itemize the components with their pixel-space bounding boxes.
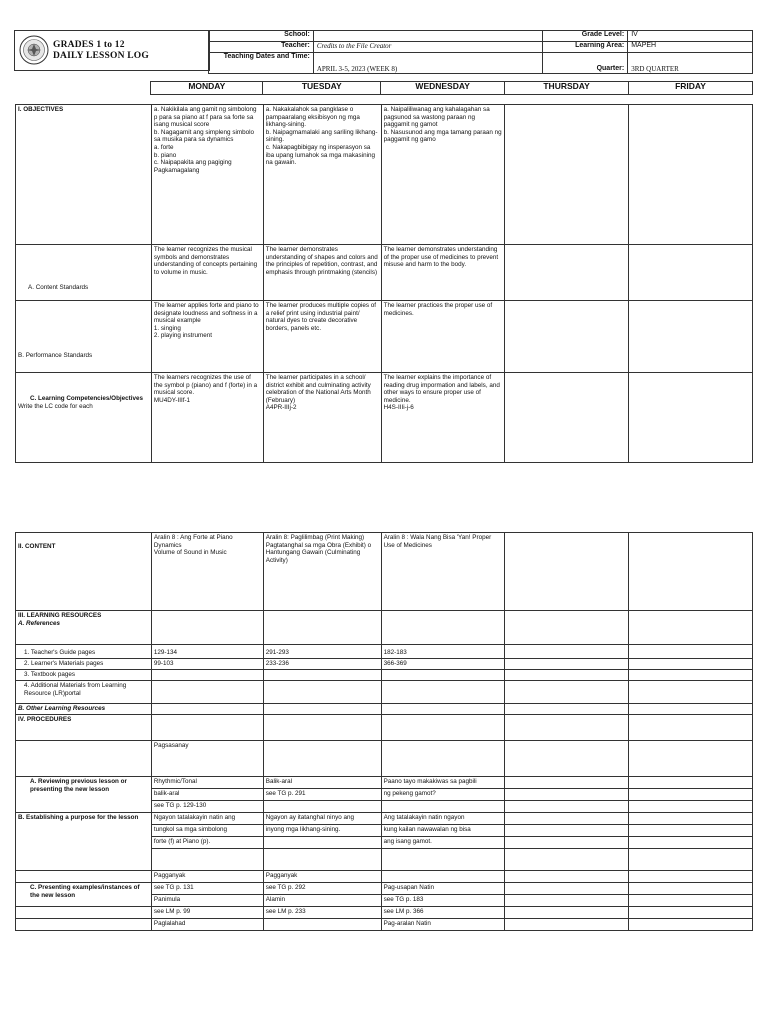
teacher-label: Teacher: bbox=[209, 42, 314, 53]
a-tue-2: see TG p. 291 bbox=[263, 789, 381, 801]
lc-friday bbox=[629, 373, 753, 463]
pagsasanay-row bbox=[16, 741, 753, 777]
c-tue-5 bbox=[263, 919, 381, 931]
dates-value: APRIL 3-5, 2023 (WEEK 8) bbox=[313, 53, 543, 74]
performance-standards-row bbox=[16, 301, 753, 373]
examples-row-2 bbox=[16, 883, 753, 895]
quarter-value: 3RD QUARTER bbox=[628, 53, 753, 74]
teacher-value: Credits to the File Creator bbox=[313, 42, 543, 53]
learning-resources-cell bbox=[16, 611, 152, 645]
deped-seal-icon bbox=[19, 35, 49, 65]
textbook-row bbox=[16, 670, 753, 681]
c-tue-3: Alamin bbox=[263, 895, 381, 907]
c-mon-3: Panimula bbox=[151, 895, 263, 907]
objectives-monday: a. Nakikilala ang gamit ng simbolong p para sa piano at f para sa forte sa isang musical score b. Nagagamit ang simpleng simbolo sa musika para sa dynamics a. forte b. piano c. Naipapakita ang pagiging Pagkamagalang bbox=[151, 105, 263, 245]
learning-resources-row bbox=[16, 611, 753, 645]
c-mon-5: Paglalahad bbox=[151, 919, 263, 931]
day-header-blank bbox=[15, 82, 151, 95]
objectives-label: I. OBJECTIVES bbox=[16, 105, 152, 245]
b-mon-2: tungkol sa mga simbolong bbox=[151, 825, 263, 837]
tg-tuesday: 291-293 bbox=[263, 645, 381, 659]
lc-monday: The learners recognizes the use of the symbol p (piano) and f (forte) in a musical score. MU4DY-IIIf-1 bbox=[151, 373, 263, 463]
c-tue-4: see LM p. 233 bbox=[263, 907, 381, 919]
day-wednesday: WEDNESDAY bbox=[381, 82, 505, 95]
content-standards-row bbox=[16, 245, 753, 301]
lm-tuesday: 233-236 bbox=[263, 659, 381, 670]
lm-wednesday: 366-369 bbox=[381, 659, 505, 670]
day-tuesday: TUESDAY bbox=[263, 82, 381, 95]
a-mon-3: see TG p. 129-130 bbox=[151, 801, 263, 813]
examples-row-4 bbox=[16, 907, 753, 919]
teachers-guide-label: 1. Teacher's Guide pages bbox=[16, 645, 152, 659]
pagsasanay-monday: Pagsasanay bbox=[151, 741, 263, 777]
lc-thursday bbox=[505, 373, 629, 463]
objectives-row bbox=[16, 105, 753, 245]
learning-area-label: Learning Area: bbox=[543, 42, 628, 53]
content-monday: Aralin 8 : Ang Forte at Piano Dynamics Volume of Sound in Music bbox=[151, 533, 263, 611]
b-mon-3: forte (f) at Piano (p). bbox=[151, 837, 263, 849]
grade-level-value: IV bbox=[628, 31, 753, 42]
b-tue-1: Ngayon ay itatanghal ninyo ang bbox=[263, 813, 381, 825]
other-resources-row bbox=[16, 704, 753, 715]
learners-materials-label: 2. Learner's Materials pages bbox=[16, 659, 152, 670]
grade-level-label: Grade Level: bbox=[543, 31, 628, 42]
procedures-row bbox=[16, 715, 753, 741]
day-header-row bbox=[15, 81, 753, 95]
c-wed-3: see LM p. 366 bbox=[381, 907, 505, 919]
school-label: School: bbox=[209, 31, 314, 42]
a-tue-1: Balik-aral bbox=[263, 777, 381, 789]
c-wed-2: see TG p. 183 bbox=[381, 895, 505, 907]
perf-std-wednesday: The learner practices the proper use of medicines. bbox=[381, 301, 505, 373]
lc-wednesday: The learner explains the importance of reading drug impormation and labels, and other ways to ensure proper use of medicine. H4S-IIIi-j-6 bbox=[381, 373, 505, 463]
content-row bbox=[16, 533, 753, 611]
purpose-label: B. Establishing a purpose for the lesson bbox=[16, 813, 152, 871]
header-title-box bbox=[14, 30, 210, 71]
examples-label: C. Presenting examples/instances of the new lesson bbox=[16, 883, 152, 907]
school-value bbox=[313, 31, 543, 42]
content-std-thursday bbox=[505, 245, 629, 301]
a-wed-2: ng pekeng gamot? bbox=[381, 789, 505, 801]
c-tue-2: see TG p. 292 bbox=[263, 883, 381, 895]
content-thursday bbox=[505, 533, 629, 611]
other-resources-label: B. Other Learning Resources bbox=[16, 704, 152, 715]
learning-competencies-sublabel: Write the LC code for each bbox=[18, 402, 93, 410]
learning-competencies-row bbox=[16, 373, 753, 463]
b-wed-2: kung kailan nawawalan ng bisa bbox=[381, 825, 505, 837]
lm-thursday bbox=[505, 659, 629, 670]
procedures-label: IV. PROCEDURES bbox=[16, 715, 152, 741]
learning-area-value: MAPEH bbox=[628, 42, 753, 53]
additional-materials-row bbox=[16, 681, 753, 704]
c-tue-1: Pagganyak bbox=[263, 871, 381, 883]
content-std-monday: The learner recognizes the musical symbols and demonstrates understanding of concepts pertaining to volume in music. bbox=[151, 245, 263, 301]
content-label: II. CONTENT bbox=[16, 533, 152, 611]
a-mon-2: balik-aral bbox=[151, 789, 263, 801]
content-standards-label: A. Content Standards bbox=[16, 245, 152, 301]
tg-friday bbox=[629, 645, 753, 659]
b-wed-3: ang isang gamot. bbox=[381, 837, 505, 849]
teachers-guide-row bbox=[16, 645, 753, 659]
tg-thursday bbox=[505, 645, 629, 659]
title-line-2: DAILY LESSON LOG bbox=[53, 51, 149, 61]
c-mon-4: see LM p. 99 bbox=[151, 907, 263, 919]
lm-monday: 99-103 bbox=[151, 659, 263, 670]
lc-tuesday: The learner participates in a school/ district exhibit and culminating activity celebration of the National Arts Month (February) A4PR-IIIj-2 bbox=[263, 373, 381, 463]
content-std-wednesday: The learner demonstrates understanding of the proper use of medicines to prevent misuse and harm to the body. bbox=[381, 245, 505, 301]
reviewing-row-1 bbox=[16, 777, 753, 789]
c-mon-2: see TG p. 131 bbox=[151, 883, 263, 895]
learning-competencies-cell bbox=[16, 373, 152, 463]
day-monday: MONDAY bbox=[151, 82, 263, 95]
purpose-row-1 bbox=[16, 813, 753, 825]
objectives-friday bbox=[629, 105, 753, 245]
references-label: A. References bbox=[18, 619, 60, 627]
objectives-wednesday: a. Naipaliliwanag ang kahalagahan sa pagsunod sa wastong paraan ng paggamit ng gamot b. Nasusunod ang mga tamang paraan ng paggamit ng gamo bbox=[381, 105, 505, 245]
c-wed-5: Pag-aralan Natin bbox=[381, 919, 505, 931]
content-tuesday: Aralin 8: Paglilimbag (Print Making) Pagtatanghal sa mga Obra (Exhibit) o Hantungang Gawain (Culminating Activity) bbox=[263, 533, 381, 611]
dates-label: Teaching Dates and Time: bbox=[209, 53, 314, 74]
title-line-1: GRADES 1 to 12 bbox=[53, 40, 125, 50]
examples-row-1 bbox=[16, 871, 753, 883]
perf-std-friday bbox=[629, 301, 753, 373]
objectives-table bbox=[15, 104, 753, 463]
content-std-friday bbox=[629, 245, 753, 301]
a-mon-1: Rhythmic/Tonal bbox=[151, 777, 263, 789]
page-title bbox=[53, 40, 149, 62]
perf-std-monday: The learner applies forte and piano to designate loudness and softness in a musical example 1. singing 2. playing instrument bbox=[151, 301, 263, 373]
header-info-table bbox=[208, 30, 753, 74]
b-mon-1: Ngayon tatalakayin natin ang bbox=[151, 813, 263, 825]
additional-materials-label: 4. Additional Materials from Learning Resource (LR)portal bbox=[16, 681, 152, 704]
learning-competencies-label: C. Learning Competencies/Objectives bbox=[30, 395, 144, 402]
tg-monday: 129-134 bbox=[151, 645, 263, 659]
b-tue-2: inyong mga likhang-sining. bbox=[263, 825, 381, 837]
objectives-thursday bbox=[505, 105, 629, 245]
content-std-tuesday: The learner demonstrates understanding of shapes and colors and the principles of repetition, contrast, and emphasis through printmaking (stencils) bbox=[263, 245, 381, 301]
a-wed-1: Paano tayo makakiwas sa pagbili bbox=[381, 777, 505, 789]
learning-resources-label: III. LEARNING RESOURCES bbox=[18, 612, 102, 619]
perf-std-tuesday: The learner produces multiple copies of a relief print using industrial paint/ natural dyes to create decorative borders, panels etc. bbox=[263, 301, 381, 373]
examples-row-5 bbox=[16, 919, 753, 931]
quarter-label: Quarter: bbox=[543, 53, 628, 74]
content-procedures-table bbox=[15, 532, 753, 931]
perf-std-thursday bbox=[505, 301, 629, 373]
content-friday bbox=[629, 533, 753, 611]
day-thursday: THURSDAY bbox=[505, 82, 629, 95]
content-wednesday: Aralin 8 : Wala Nang Bisa 'Yan! Proper Use of Medicines bbox=[381, 533, 505, 611]
tg-wednesday: 182-183 bbox=[381, 645, 505, 659]
objectives-tuesday: a. Nakakalahok sa pangklase o pampaaralang eksibisyon ng mga likhang-sining. b. Naipagmamalaki ang sariling likhang-sining. c. Nakapagbibigay ng insperasyon sa iba upang lumahok sa mga makasining na gawain. bbox=[263, 105, 381, 245]
c-mon-1: Pagganyak bbox=[151, 871, 263, 883]
reviewing-label: A. Reviewing previous lesson or presenting the new lesson bbox=[16, 777, 152, 813]
textbook-label: 3. Textbook pages bbox=[16, 670, 152, 681]
day-friday: FRIDAY bbox=[629, 82, 753, 95]
performance-standards-label: B. Performance Standards bbox=[16, 301, 152, 373]
b-wed-1: Ang tatalakayin natin ngayon bbox=[381, 813, 505, 825]
lm-friday bbox=[629, 659, 753, 670]
learners-materials-row bbox=[16, 659, 753, 670]
c-wed-1: Pag-usapan Natin bbox=[381, 883, 505, 895]
